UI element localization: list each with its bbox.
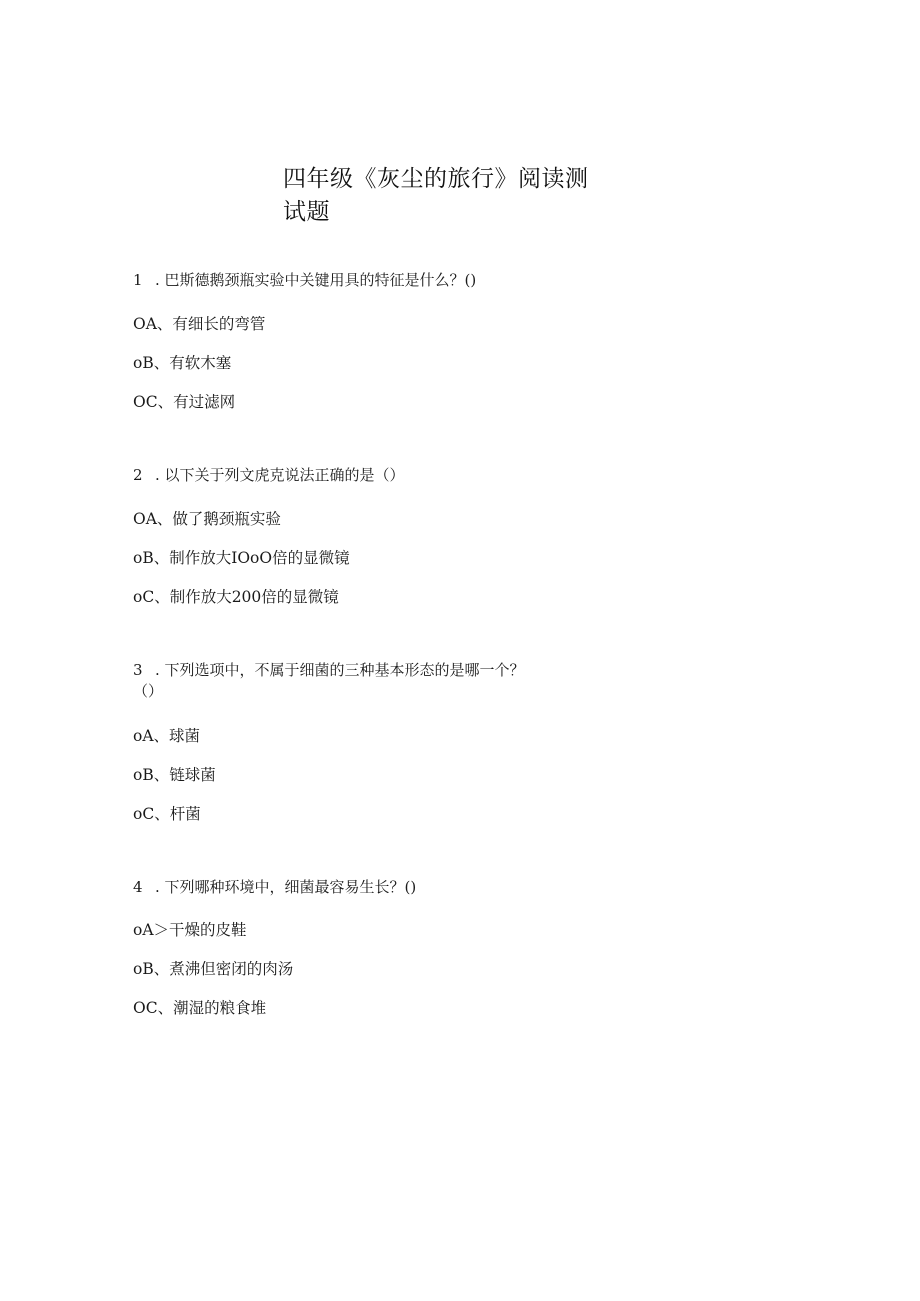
document-title bbox=[283, 163, 603, 229]
title-line-2: 试题 bbox=[283, 199, 330, 225]
question-text: . 下列选项中，不属于细菌的三种基本形态的是哪一个？ bbox=[155, 661, 525, 679]
question-number: 1 bbox=[133, 271, 143, 289]
question-text: . 下列哪种环境中，细菌最容易生长？() bbox=[155, 878, 417, 896]
question-number: 4 bbox=[133, 878, 143, 896]
question-2-option-b: oB、制作放大IOoO倍的显微镜 bbox=[133, 549, 350, 567]
question-1-option-b: oB、有软木塞 bbox=[133, 354, 232, 372]
question-3 bbox=[133, 660, 525, 702]
question-2-option-a: OA、做了鹅颈瓶实验 bbox=[133, 510, 281, 528]
title-line-1: 四年级《灰尘的旅行》阅读测 bbox=[283, 166, 589, 192]
question-2 bbox=[133, 465, 405, 486]
question-text-continued: （） bbox=[133, 682, 164, 700]
question-3-option-b: oB、链球菌 bbox=[133, 766, 216, 784]
question-4 bbox=[133, 877, 416, 898]
question-4-option-b: oB、煮沸但密闭的肉汤 bbox=[133, 960, 294, 978]
question-number: 2 bbox=[133, 466, 143, 484]
question-number: 3 bbox=[133, 661, 143, 679]
question-1-option-a: OA、有细长的弯管 bbox=[133, 315, 266, 333]
question-1 bbox=[133, 270, 476, 291]
question-1-option-c: OC、有过滤网 bbox=[133, 393, 236, 411]
question-4-option-a: oA＞干燥的皮鞋 bbox=[133, 921, 247, 939]
question-3-option-a: oA、球菌 bbox=[133, 727, 201, 745]
question-text: . 以下关于列文虎克说法正确的是（） bbox=[155, 466, 405, 484]
question-2-option-c: oC、制作放大200倍的显微镜 bbox=[133, 588, 339, 606]
question-text: . 巴斯德鹅颈瓶实验中关键用具的特征是什么？() bbox=[155, 271, 477, 289]
question-3-option-c: oC、杆菌 bbox=[133, 805, 201, 823]
question-4-option-c: OC、潮湿的粮食堆 bbox=[133, 999, 267, 1017]
